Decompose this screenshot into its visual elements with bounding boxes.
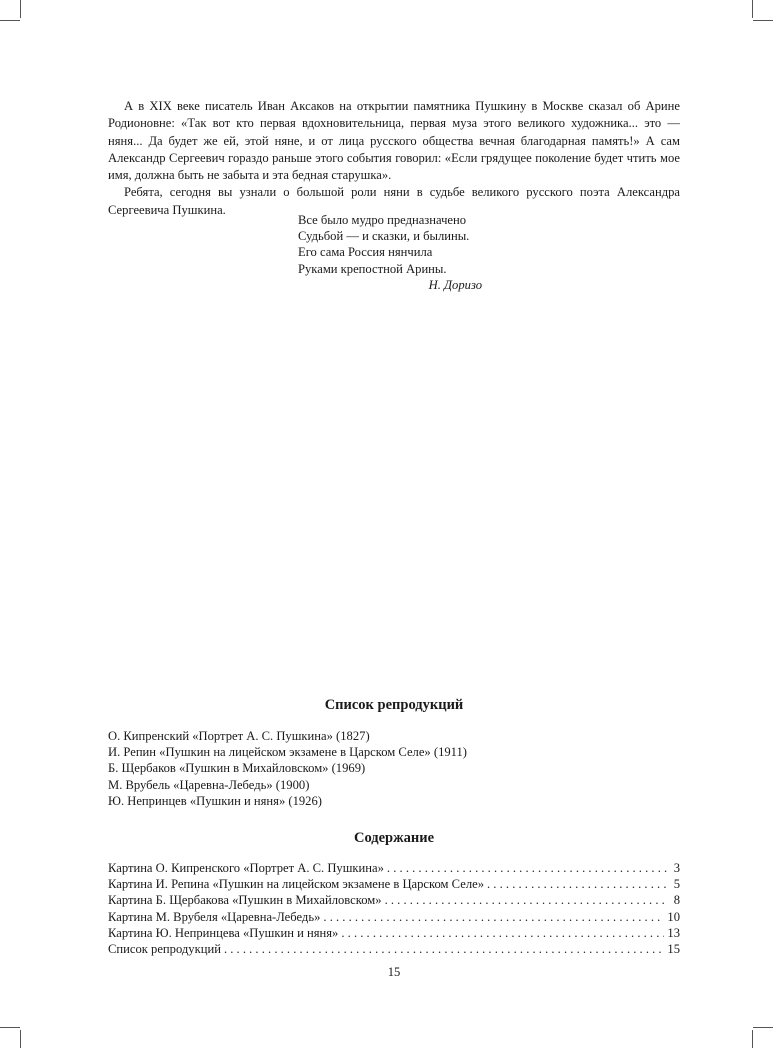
toc-entry-label: Картина Ю. Непринцева «Пушкин и няня» <box>108 925 339 940</box>
poem-line: Судьбой — и сказки, и былины. <box>298 229 470 244</box>
toc-entry[interactable] <box>108 909 680 925</box>
reproduction-item: Ю. Непринцев «Пушкин и няня» (1926) <box>108 793 322 808</box>
body-text <box>108 98 680 219</box>
crop-mark-bottom-right-h <box>753 1027 773 1028</box>
reproduction-item: М. Врубель «Царевна-Лебедь» (1900) <box>108 777 310 792</box>
poem-epigraph <box>298 212 482 293</box>
toc-entry[interactable] <box>108 941 680 957</box>
table-of-contents <box>108 860 680 957</box>
toc-entry-label: Картина О. Кипренского «Портрет А. С. Пушкина» <box>108 861 384 875</box>
toc-entry-label: Список репродукций <box>108 942 221 957</box>
crop-mark-top-right <box>752 0 753 18</box>
toc-entry[interactable] <box>108 925 680 941</box>
toc-dot-leader <box>341 925 664 941</box>
crop-mark-bottom-right <box>752 1030 753 1048</box>
crop-mark-bottom-left <box>20 1030 21 1048</box>
crop-mark-top-right-h <box>753 20 773 21</box>
paragraph-aksakov: А в XIX веке писатель Иван Аксаков на открытии памятника Пушкину в Москве сказал об Арине Родионовне: «Так вот кто первая вдохновительница, первая муза этого великого художника... это — няня... Да будет же ей, этой няне, и от лица русского общества вечная благодарная память!» А сам Александр Сергеевич гораздо раньше этого события говорил: «Если грядущее поколение будет чтить мое имя, должна быть не забыта и эта бедная старушка». <box>108 99 680 183</box>
toc-entry-page: 3 <box>673 861 680 875</box>
toc-dot-leader <box>224 941 664 957</box>
toc-entry-page: 5 <box>673 877 680 892</box>
paragraph-conclusion: Ребята, сегодня вы узнали о большой роли няни в судьбе великого русского поэта Александра Сергеевича Пушкина. <box>108 185 680 217</box>
poem-author: Н. Доризо <box>428 277 482 292</box>
reproductions-list <box>108 728 680 809</box>
poem-line: Все было мудро предназначено <box>298 213 467 227</box>
reproduction-item: И. Репин «Пушкин на лицейском экзамене в Царском Селе» (1911) <box>108 745 467 760</box>
crop-mark-top-left <box>20 0 21 18</box>
toc-entry-label: Картина Б. Щербакова «Пушкин в Михайловском» <box>108 893 382 908</box>
page-number: 15 <box>387 965 401 979</box>
crop-mark-top-left-h <box>0 20 20 21</box>
reproduction-item: О. Кипренский «Портрет А. С. Пушкина» (1827) <box>108 729 370 743</box>
reproductions-heading: Список репродукций <box>324 697 464 713</box>
poem-line: Его сама Россия нянчила <box>298 245 433 260</box>
toc-entry[interactable] <box>108 892 680 908</box>
toc-dot-leader <box>387 860 667 876</box>
toc-entry-page: 10 <box>667 909 680 924</box>
contents-heading: Содержание <box>353 830 435 846</box>
toc-dot-leader <box>487 876 667 892</box>
reproduction-item: Б. Щербаков «Пушкин в Михайловском» (1969) <box>108 761 366 776</box>
toc-dot-leader <box>385 892 667 908</box>
toc-entry-label: Картина М. Врубеля «Царевна-Лебедь» <box>108 909 321 924</box>
toc-dot-leader <box>323 909 664 925</box>
toc-entry-label: Картина И. Репина «Пушкин на лицейском экзамене в Царском Селе» <box>108 877 484 892</box>
toc-entry[interactable] <box>108 876 680 892</box>
toc-entry-page: 15 <box>667 942 680 957</box>
toc-entry-page: 13 <box>667 925 680 940</box>
toc-entry-page: 8 <box>673 893 680 908</box>
poem-line: Руками крепостной Арины. <box>298 261 447 276</box>
toc-entry[interactable] <box>108 860 680 876</box>
crop-mark-bottom-left-h <box>0 1027 20 1028</box>
